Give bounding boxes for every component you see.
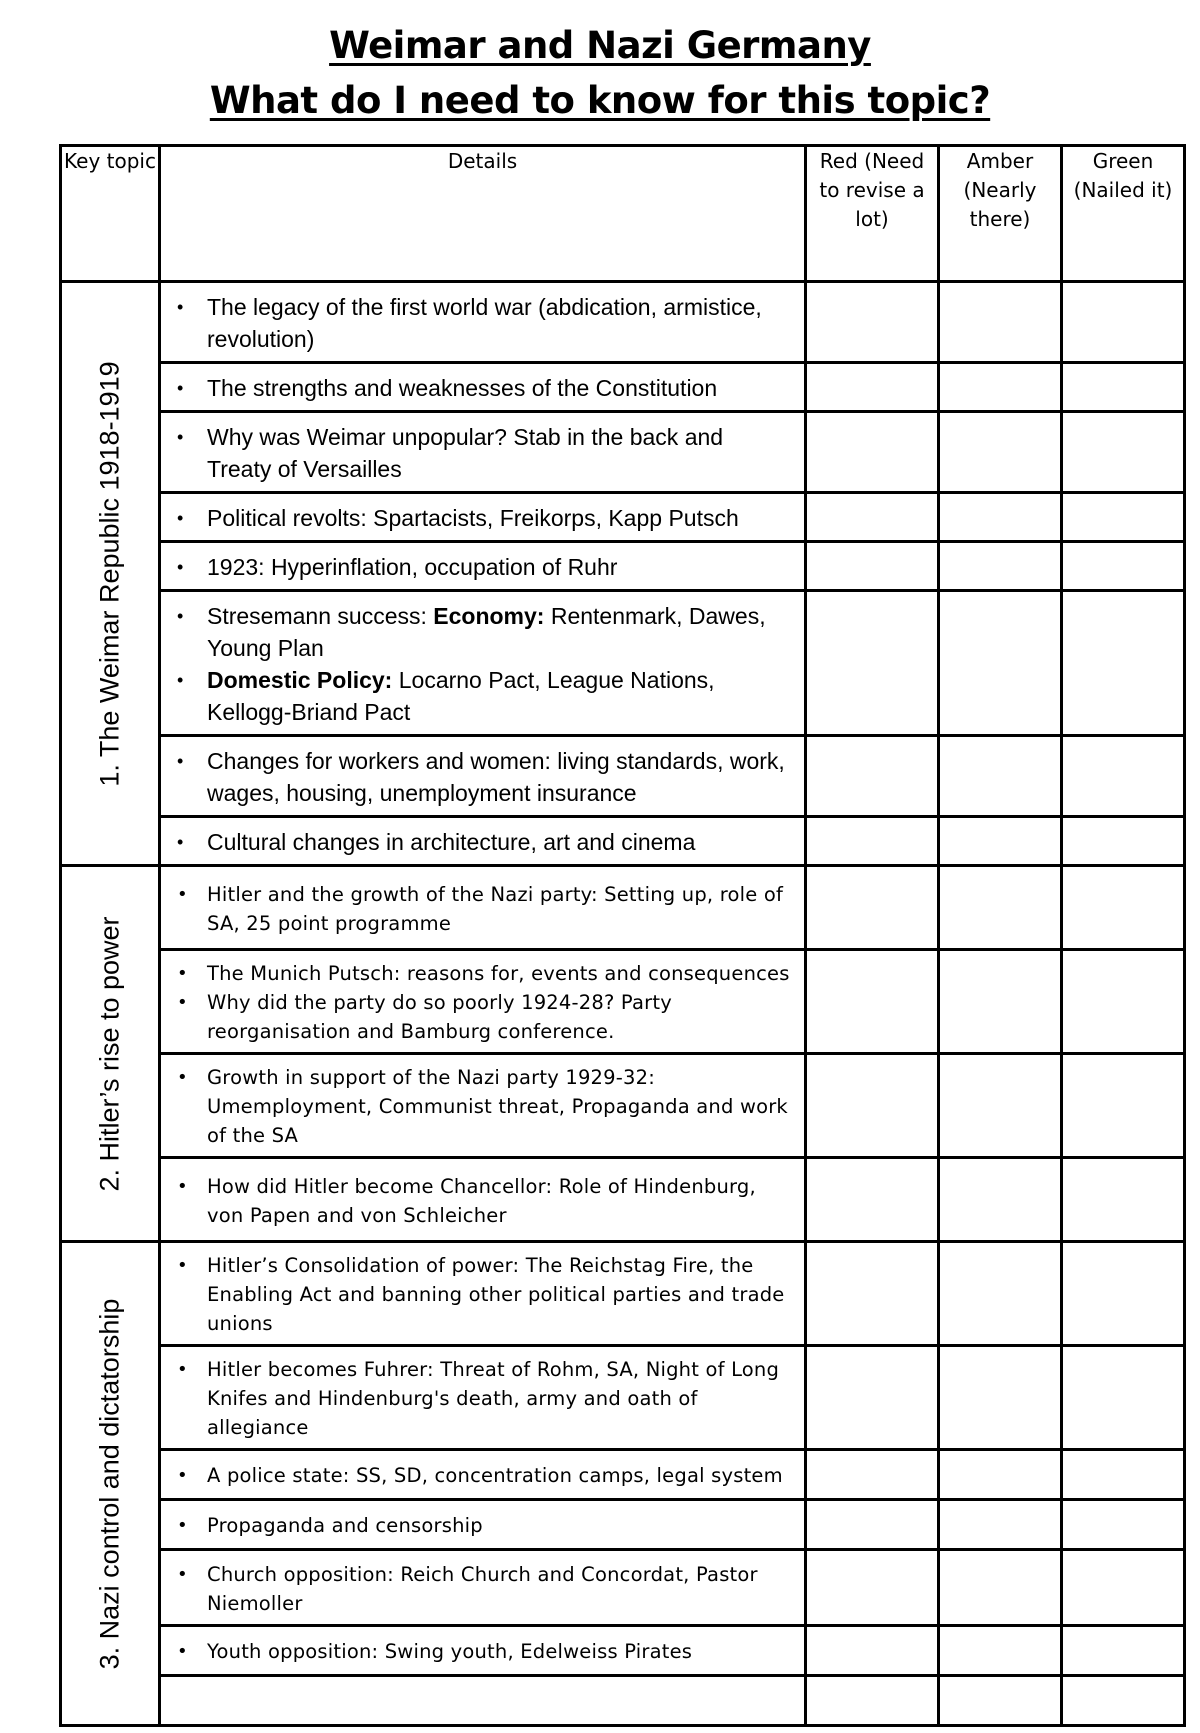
bullet-list [175, 600, 790, 728]
bullet-item: • 1923: Hyperinflation, occupation of Ruhr [175, 551, 790, 583]
green-rating-cell[interactable] [1062, 1450, 1185, 1500]
green-rating-cell[interactable] [1062, 1158, 1185, 1242]
details-cell [160, 1054, 806, 1158]
amber-rating-cell[interactable] [939, 1242, 1062, 1346]
bullet-item [175, 664, 790, 728]
bullet-bold-text: Domestic Policy: [207, 667, 393, 693]
amber-rating-cell[interactable] [939, 950, 1062, 1054]
amber-rating-cell[interactable] [939, 736, 1062, 817]
page-subtitle: What do I need to know for this topic? [209, 79, 991, 122]
green-rating-cell[interactable] [1062, 1500, 1185, 1550]
amber-rating-cell[interactable] [939, 866, 1062, 950]
topic-row [61, 1158, 1185, 1242]
topic-row [61, 866, 1185, 950]
amber-rating-cell[interactable] [939, 591, 1062, 736]
details-cell [160, 1242, 806, 1346]
bullet-bold-text: Economy: [433, 603, 545, 629]
revision-checklist-table [59, 144, 1186, 1727]
bullet-item: • Church opposition: Reich Church and Concordat, Pastor Niemoller [175, 1560, 790, 1618]
bullet-item: • How did Hitler become Chancellor: Role of Hindenburg, von Papen and von Schleicher [175, 1172, 790, 1230]
page-title: Weimar and Nazi Germany [329, 24, 871, 67]
bullet-text: Stresemann success: [207, 603, 434, 629]
bullet-list [175, 291, 790, 355]
bullet-list [175, 372, 790, 404]
details-cell [160, 493, 806, 542]
red-rating-cell[interactable] [806, 363, 939, 412]
red-rating-cell[interactable] [806, 1550, 939, 1626]
red-rating-cell[interactable] [806, 1346, 939, 1450]
bullet-item: • The legacy of the first world war (abdication, armistice, revolution) [175, 291, 790, 355]
bullet-item: • Why was Weimar unpopular? Stab in the back and Treaty of Versailles [175, 421, 790, 485]
details-cell [160, 542, 806, 591]
green-rating-cell[interactable] [1062, 591, 1185, 736]
bullet-list [175, 1637, 790, 1666]
bullet-item: • Youth opposition: Swing youth, Edelweiss Pirates [175, 1637, 790, 1666]
topic-row [61, 1626, 1185, 1676]
topic-row [61, 542, 1185, 591]
bullet-item: • A police state: SS, SD, concentration camps, legal system [175, 1461, 790, 1490]
details-cell [160, 282, 806, 363]
green-rating-cell[interactable] [1062, 817, 1185, 866]
topic-row [61, 1500, 1185, 1550]
topic-row [61, 1242, 1185, 1346]
red-rating-cell[interactable] [806, 1500, 939, 1550]
green-rating-cell[interactable] [1062, 412, 1185, 493]
bullet-list [175, 1355, 790, 1442]
topic-row [61, 736, 1185, 817]
details-cell [160, 1158, 806, 1242]
topic-row [61, 817, 1185, 866]
header-amber: Amber (Nearly there) [939, 146, 1062, 282]
red-rating-cell[interactable] [806, 1450, 939, 1500]
red-rating-cell[interactable] [806, 950, 939, 1054]
green-rating-cell[interactable] [1062, 282, 1185, 363]
key-topic-label: 2. Hitler’s rise to power [94, 915, 125, 1192]
red-rating-cell[interactable] [806, 542, 939, 591]
bullet-item: • Hitler’s Consolidation of power: The Reichstag Fire, the Enabling Act and banning other political parties and trade unions [175, 1251, 790, 1338]
red-rating-cell[interactable] [806, 412, 939, 493]
topic-row [61, 950, 1185, 1054]
header-red: Red (Need to revise a lot) [806, 146, 939, 282]
bullet-item: • Growth in support of the Nazi party 1929-32: Umemployment, Communist threat, Propaganda and work of the SA [175, 1063, 790, 1150]
red-rating-cell[interactable] [806, 493, 939, 542]
bullet-item: • The Munich Putsch: reasons for, events and consequences [175, 959, 790, 988]
red-rating-cell[interactable] [806, 1626, 939, 1676]
red-rating-cell[interactable] [806, 1242, 939, 1346]
key-topic-cell [61, 282, 160, 866]
topic-row [61, 363, 1185, 412]
amber-rating-cell[interactable] [939, 1346, 1062, 1450]
amber-rating-cell[interactable] [939, 1676, 1062, 1726]
red-rating-cell[interactable] [806, 866, 939, 950]
amber-rating-cell[interactable] [939, 1550, 1062, 1626]
details-cell [160, 1500, 806, 1550]
red-rating-cell[interactable] [806, 591, 939, 736]
amber-rating-cell[interactable] [939, 542, 1062, 591]
amber-rating-cell[interactable] [939, 1626, 1062, 1676]
red-rating-cell[interactable] [806, 817, 939, 866]
bullet-item [175, 600, 790, 664]
bullet-text: Locarno Pact, League Nations, Kellogg-Briand Pact [207, 667, 715, 725]
details-cell [160, 1450, 806, 1500]
key-topic-cell [61, 1242, 160, 1726]
details-cell [160, 1550, 806, 1626]
key-topic-label: 1. The Weimar Republic 1918-1919 [94, 360, 125, 787]
amber-rating-cell[interactable] [939, 817, 1062, 866]
topic-row [61, 282, 1185, 363]
green-rating-cell[interactable] [1062, 1346, 1185, 1450]
topic-row [61, 1550, 1185, 1626]
bullet-list [175, 551, 790, 583]
topic-row [61, 1054, 1185, 1158]
amber-rating-cell[interactable] [939, 1158, 1062, 1242]
green-rating-cell[interactable] [1062, 950, 1185, 1054]
bullet-list [175, 1461, 790, 1490]
bullet-item: • Changes for workers and women: living standards, work, wages, housing, unemployment insurance [175, 745, 790, 809]
bullet-list [175, 959, 790, 1046]
red-rating-cell[interactable] [806, 282, 939, 363]
bullet-list [175, 1172, 790, 1230]
amber-rating-cell[interactable] [939, 1054, 1062, 1158]
amber-rating-cell[interactable] [939, 363, 1062, 412]
amber-rating-cell[interactable] [939, 1450, 1062, 1500]
green-rating-cell[interactable] [1062, 363, 1185, 412]
amber-rating-cell[interactable] [939, 493, 1062, 542]
bullet-item: • Hitler and the growth of the Nazi party: Setting up, role of SA, 25 point programme [175, 880, 790, 938]
green-rating-cell[interactable] [1062, 493, 1185, 542]
green-rating-cell[interactable] [1062, 1550, 1185, 1626]
header-details: Details [160, 146, 806, 282]
bullet-item: • Propaganda and censorship [175, 1511, 790, 1540]
key-topic-cell [61, 866, 160, 1242]
green-rating-cell[interactable] [1062, 1054, 1185, 1158]
header-green: Green (Nailed it) [1062, 146, 1185, 282]
bullet-item: • Political revolts: Spartacists, Freikorps, Kapp Putsch [175, 502, 790, 534]
table-body [61, 282, 1185, 1726]
details-cell [160, 866, 806, 950]
green-rating-cell[interactable] [1062, 1626, 1185, 1676]
bullet-list [175, 502, 790, 534]
details-cell [160, 736, 806, 817]
red-rating-cell[interactable] [806, 736, 939, 817]
bullet-list [175, 1251, 790, 1338]
topic-row [61, 412, 1185, 493]
details-cell [160, 1676, 806, 1726]
amber-rating-cell[interactable] [939, 1500, 1062, 1550]
green-rating-cell[interactable] [1062, 1242, 1185, 1346]
bullet-item: • Why did the party do so poorly 1924-28? Party reorganisation and Bamburg conference. [175, 988, 790, 1046]
details-cell [160, 1626, 806, 1676]
details-cell [160, 1346, 806, 1450]
header-key-topic: Key topic [61, 146, 160, 282]
details-cell [160, 591, 806, 736]
topic-row [61, 591, 1185, 736]
details-cell [160, 817, 806, 866]
bullet-list [175, 826, 790, 858]
red-rating-cell[interactable] [806, 1054, 939, 1158]
topic-row [61, 1450, 1185, 1500]
amber-rating-cell[interactable] [939, 282, 1062, 363]
topic-row [61, 493, 1185, 542]
bullet-list [175, 421, 790, 485]
details-cell [160, 950, 806, 1054]
green-rating-cell[interactable] [1062, 736, 1185, 817]
green-rating-cell[interactable] [1062, 542, 1185, 591]
green-rating-cell[interactable] [1062, 1676, 1185, 1726]
bullet-text: Rentenmark, Dawes, Young Plan [207, 603, 766, 661]
bullet-list [175, 1511, 790, 1540]
red-rating-cell[interactable] [806, 1676, 939, 1726]
header-row [61, 146, 1185, 282]
bullet-list [175, 1063, 790, 1150]
bullet-item: • Hitler becomes Fuhrer: Threat of Rohm, SA, Night of Long Knifes and Hindenburg's death, army and oath of allegiance [175, 1355, 790, 1442]
page-header [0, 18, 1200, 128]
amber-rating-cell[interactable] [939, 412, 1062, 493]
details-cell [160, 412, 806, 493]
red-rating-cell[interactable] [806, 1158, 939, 1242]
bullet-list [175, 745, 790, 809]
bullet-item: • The strengths and weaknesses of the Constitution [175, 372, 790, 404]
bullet-item: • Cultural changes in architecture, art and cinema [175, 826, 790, 858]
details-cell [160, 363, 806, 412]
bullet-list [175, 1560, 790, 1618]
bullet-list [175, 880, 790, 938]
topic-row [61, 1676, 1185, 1726]
topic-row [61, 1346, 1185, 1450]
key-topic-label: 3. Nazi control and dictatorship [94, 1298, 125, 1669]
green-rating-cell[interactable] [1062, 866, 1185, 950]
